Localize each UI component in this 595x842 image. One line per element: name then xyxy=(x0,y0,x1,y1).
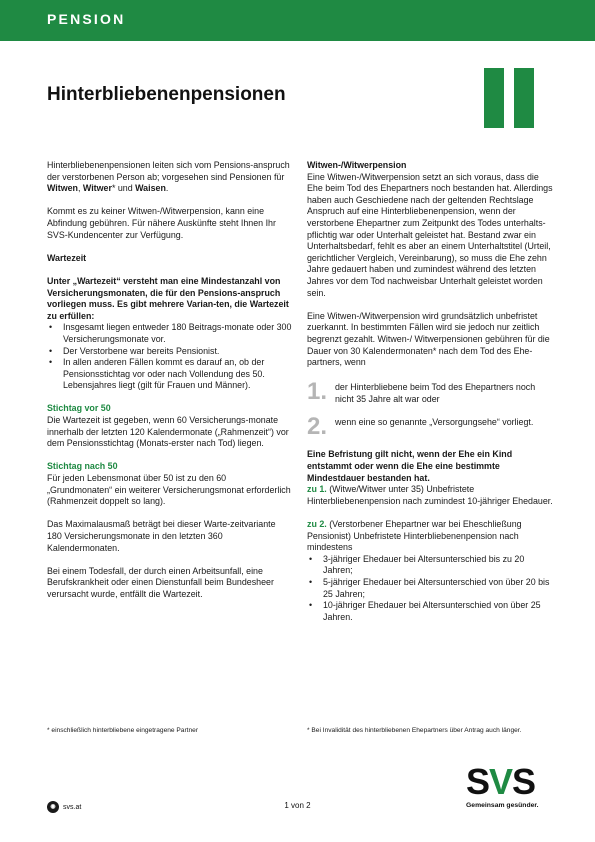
number-1: 1. xyxy=(307,378,328,406)
page-title: Hinterbliebenenpensionen xyxy=(47,84,286,105)
zu1-paragraph: zu 1. (Witwe/Witwer unter 35) Unbefristete Hinterbliebenenpension nach zumindest 10-jähriger Ehedauer. xyxy=(307,484,553,506)
stichtag-vor-heading: Stichtag vor 50 xyxy=(47,403,111,414)
globe-icon: ◉ xyxy=(47,801,59,813)
abfindung-paragraph: Kommt es zu keiner Witwen-/Witwerpension, kann eine Abfindung gebühren. Für nähere Auskünfte steht Ihnen Ihr SVS-Kundencenter zur Verfügung. xyxy=(47,206,276,240)
right-column xyxy=(307,160,555,635)
stichtag-nach-heading: Stichtag nach 50 xyxy=(47,461,118,472)
website-text[interactable]: svs.at xyxy=(63,803,82,811)
befristung-paragraph: Eine Witwen-/Witwerpension wird grundsätzlich unbefristet zuerkannt. In bestimmten Fällen wird sie jedoch nur zeitlich begrenzt gezahlt. Witwen-/ Witwerpensionen gebühren für die Dauer von 30 Kalendermonaten* nach dem Tod des Ehe-partners, wenn xyxy=(307,310,550,368)
witwenpension-heading: Witwen-/Witwerpension xyxy=(307,160,407,170)
header-title: PENSION xyxy=(47,11,126,27)
stichtag-nach-text: Für jeden Lebensmonat über 50 ist zu den 60 „Grundmonaten“ ein weiterer Versicherungsmonat erforderlich (Rahmenzeit doppelt so lang). xyxy=(47,473,291,507)
header-bar xyxy=(0,0,595,41)
stichtag-vor-text: Die Wartezeit ist gegeben, wenn 60 Versicherungs-monate innerhalb der letzten 120 Kalendermonate („Rahmenzeit“) vor dem Pensionsstichtag (Monats-erster nach Tod) liegen. xyxy=(47,415,289,449)
footnote-right: * Bei Invalidität des hinterbliebenen Ehepartners über Antrag auch länger. xyxy=(307,727,522,734)
intro-paragraph: Hinterbliebenenpensionen leiten sich vom Pensions-anspruch der verstorbenen Person ab; vorgesehen sind Pensionen für Witwen, Witwer* und Waisen. xyxy=(47,160,290,194)
footnote-left: * einschließlich hinterbliebene eingetragene Partner xyxy=(47,727,199,734)
number-2: 2. xyxy=(307,413,328,441)
voraussetzung-paragraph: Eine Witwen-/Witwerpension setzt an sich voraus, dass die Ehe beim Tod des Ehepartners noch bestanden hat. Allerdings haben auch Geschiedene nach der geltenden Rechtslage Anspruch auf eine Hinterbliebenenpension, wenn der verstorbene Ehepartner zum Zeitpunkt des Todes unterhalts-pflichtig war oder Unterhalt geleistet hat. Bestand zwar ein Unterhaltsbedarf, fehlt es aber an einem Unterhaltstitel (Urteil, gerichtlicher Vergleich, Vereinbarung), so muss die Ehe zehn Jahre gedauert haben und zumindest während des letzten Jahres vor dem Tod nachweisbar Unterhalt geleistet worden sein. xyxy=(307,171,553,298)
zu2-paragraph: zu 2. (Verstorbener Ehepartner war bei Eheschließung Pensionist) Unbefristete Hinterbliebenenpension nach mindestens xyxy=(307,519,522,553)
page-number: 1 von 2 xyxy=(284,801,311,810)
list-item: • In allen anderen Fällen kommt es darauf an, ob der Pensionsstichtag vor oder nach Vollendung des 50. Lebensjahres liegt (gilt für Frauen und Männer). xyxy=(47,357,292,392)
list-item: • 5-jähriger Ehedauer bei Altersunterschied von über 20 bis 25 Jahren; xyxy=(307,577,555,600)
svs-tagline: Gemeinsam gesünder. xyxy=(466,802,539,809)
list-item: • Insgesamt liegen entweder 180 Beitrags-monate oder 300 Versicherungsmonate vor. xyxy=(47,322,292,345)
unfall-text: Bei einem Todesfall, der durch einen Arbeitsunfall, eine Berufskrankheit oder einen Dienstunfall beim Bundesheer verursacht wurde, entfällt die Wartezeit. xyxy=(47,565,274,599)
ehedauer-list xyxy=(307,554,555,624)
decor-bar-1 xyxy=(484,68,504,128)
befristung-ausnahme: Eine Befristung gilt nicht, wenn der Ehe ein Kind entstammt oder wenn die Ehe eine bestimmte Mindestdauer bestanden hat. xyxy=(307,449,513,483)
list-item: • Der Verstorbene war bereits Pensionist. xyxy=(47,346,292,358)
numbered-item-text: wenn eine so genannte „Versorgungsehe“ vorliegt. xyxy=(335,417,534,428)
list-item: • 3-jähriger Ehedauer bei Altersunterschied bis zu 20 Jahren; xyxy=(307,554,555,577)
numbered-item-1 xyxy=(307,380,555,405)
svs-wordmark: SVS xyxy=(466,761,536,802)
list-item: • 10-jähriger Ehedauer bei Altersunterschied von über 25 Jahren. xyxy=(307,600,555,623)
wartezeit-definition: Unter „Wartezeit“ versteht man eine Mindestanzahl von Versicherungsmonaten, die für den Pensions-anspruch vorliegen muss. Es gibt mehrere Varian-ten, die Wartezeit zu erfüllen: xyxy=(47,275,289,321)
wartezeit-heading: Wartezeit xyxy=(47,252,87,263)
numbered-item-text: der Hinterbliebene beim Tod des Ehepartners noch nicht 35 Jahre alt war oder xyxy=(335,382,536,404)
maximalausmass-text: Das Maximalausmaß beträgt bei dieser Warte-zeitvariante 180 Versicherungsmonate in den letzten 360 Kalendermonaten. xyxy=(47,519,276,553)
decor-bar-2 xyxy=(514,68,534,128)
left-column xyxy=(47,160,292,612)
wartezeit-list xyxy=(47,322,292,392)
numbered-item-2 xyxy=(307,415,555,439)
